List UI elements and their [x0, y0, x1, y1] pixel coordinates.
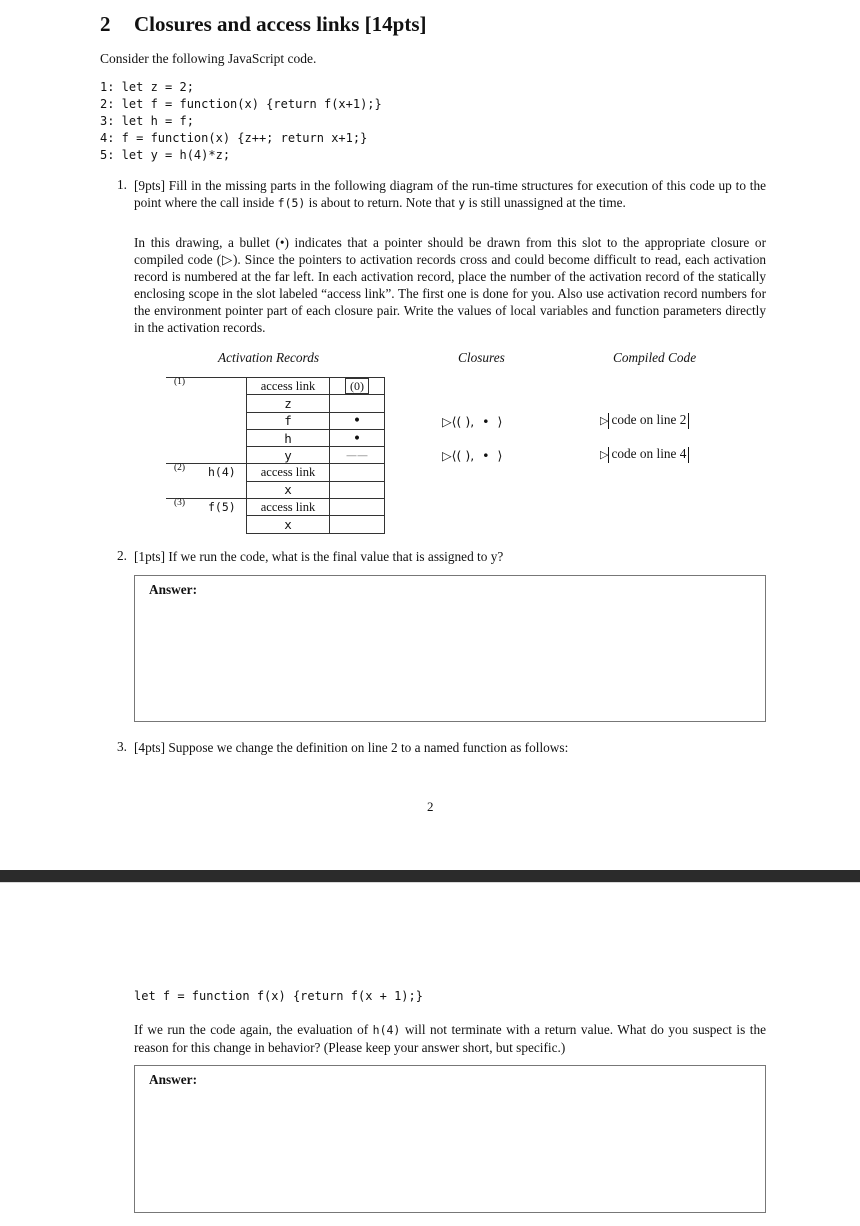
code-line-3: 3: let h = f;	[100, 114, 194, 128]
ar1-row-z	[166, 395, 385, 412]
ar3-x-value[interactable]	[330, 516, 385, 533]
q3-paragraph	[134, 1021, 766, 1056]
ar1-h-label: h	[247, 429, 330, 446]
ar2-function-call: h(4)	[208, 465, 236, 480]
compiled-code-line-4	[600, 446, 689, 463]
ar1-h-bullet: •	[352, 430, 362, 447]
code-line-2: 2: let f = function(x) {return f(x+1);}	[100, 97, 382, 111]
ar3-function-call: f(5)	[208, 500, 236, 515]
ar1-row-access-link	[166, 378, 385, 395]
q2-text: [1pts] If we run the code, what is the final value that is assigned to y?	[134, 549, 504, 564]
q1-paragraph-2: In this drawing, a bullet (•) indicates that a pointer should be drawn from this slot to the appropriate closure or compiled code (▷). Since the pointers to activation records cross and could become difficult to read, each activation record is numbered at the far left. In each activation record, place the number of the activation record of the statically enclosing scope in the slot labeled “access link”. The first one is done for you. Also use activation record numbers for the environment pointer part of each closure pair. Write the values of local variables and function parameters directly in the activation records.	[134, 235, 766, 335]
ar2-row-x	[166, 481, 385, 498]
compiled-arrow-2: ▷	[600, 449, 609, 461]
section-number: 2	[100, 12, 111, 36]
q3-answer-label: Answer:	[149, 1072, 198, 1087]
ar3-access-link-label: access link	[247, 499, 330, 516]
ar1-z-value[interactable]	[330, 395, 385, 412]
ar2-x-label: x	[247, 481, 330, 498]
compiled-text-1: code on line 2	[611, 412, 687, 427]
ar1-y-dash: ——	[330, 447, 385, 464]
q1-text-c: is still unassigned at the time.	[465, 195, 626, 210]
code-line-5: 5: let y = h(4)*z;	[100, 148, 231, 162]
record-number-3: (3)	[174, 498, 186, 509]
q1-text-a: [9pts] Fill in the missing parts in the following diagram of the run-time structures for execution of this code up to the point where the call inside	[134, 178, 766, 210]
ar1-row-y	[166, 447, 385, 464]
q1-text-b: is about to return. Note that	[305, 195, 459, 210]
compiled-text-2: code on line 4	[611, 446, 687, 461]
q3-number: 3.	[117, 739, 127, 754]
q2-answer-box[interactable]	[134, 575, 766, 722]
q3-answer-box[interactable]	[134, 1065, 766, 1213]
exam-page-2	[0, 883, 860, 1226]
q1-code-f5: f(5)	[277, 196, 306, 210]
header-activation-records: Activation Records	[218, 350, 320, 365]
intro-text: Consider the following JavaScript code.	[100, 51, 317, 66]
ar3-x-label: x	[247, 516, 330, 533]
q3-text: [4pts] Suppose we change the definition on line 2 to a named function as follows:	[134, 740, 569, 755]
header-closures: Closures	[458, 350, 505, 365]
section-title: Closures and access links [14pts]	[134, 12, 427, 36]
activation-records-table	[166, 377, 385, 534]
q2-answer-label: Answer:	[149, 582, 198, 597]
q3-code-h4: h(4)	[372, 1023, 401, 1037]
ar2-row-access-link	[166, 464, 385, 481]
page-separator	[0, 870, 860, 882]
page-number: 2	[427, 799, 434, 814]
closure-2: ▷⟨( ), • ⟩	[442, 448, 503, 463]
header-compiled-code: Compiled Code	[613, 350, 697, 365]
ar2-access-link-label: access link	[247, 464, 330, 481]
ar3-access-link-value[interactable]	[330, 499, 385, 516]
compiled-arrow-1: ▷	[600, 415, 609, 427]
ar2-x-value[interactable]	[330, 481, 385, 498]
q3-code-line: let f = function f(x) {return f(x + 1);}	[134, 989, 423, 1003]
ar1-y-label: y	[247, 447, 330, 464]
record-number-1: (1)	[174, 377, 186, 387]
ar1-f-label: f	[247, 412, 330, 429]
q3-text-b: will not terminate with a return value. What do you suspect is the reason for this change in behavior? (Please keep your answer short, but specific.)	[134, 1022, 767, 1055]
q1-paragraph-1	[134, 177, 766, 212]
compiled-code-line-2	[600, 412, 689, 429]
ar2-access-link-value[interactable]	[330, 464, 385, 481]
ar1-access-link-value: (0)	[345, 378, 369, 394]
ar1-row-f	[166, 412, 385, 429]
ar3-row-x	[166, 516, 385, 533]
q3-text-a: If we run the code again, the evaluation of	[134, 1022, 373, 1037]
q2-number: 2.	[117, 548, 127, 563]
code-line-1: 1: let z = 2;	[100, 80, 194, 94]
closure-1: ▷⟨( ), • ⟩	[442, 414, 503, 429]
code-line-4: 4: f = function(x) {z++; return x+1;}	[100, 131, 368, 145]
q1-number: 1.	[117, 177, 127, 192]
ar1-row-h	[166, 429, 385, 446]
ar1-f-bullet: •	[352, 413, 362, 430]
record-number-2: (2)	[174, 463, 186, 474]
q1-code-y: y	[458, 196, 466, 210]
ar1-access-link-label: access link	[247, 378, 330, 395]
ar1-z-label: z	[247, 395, 330, 412]
ar3-row-access-link	[166, 499, 385, 516]
